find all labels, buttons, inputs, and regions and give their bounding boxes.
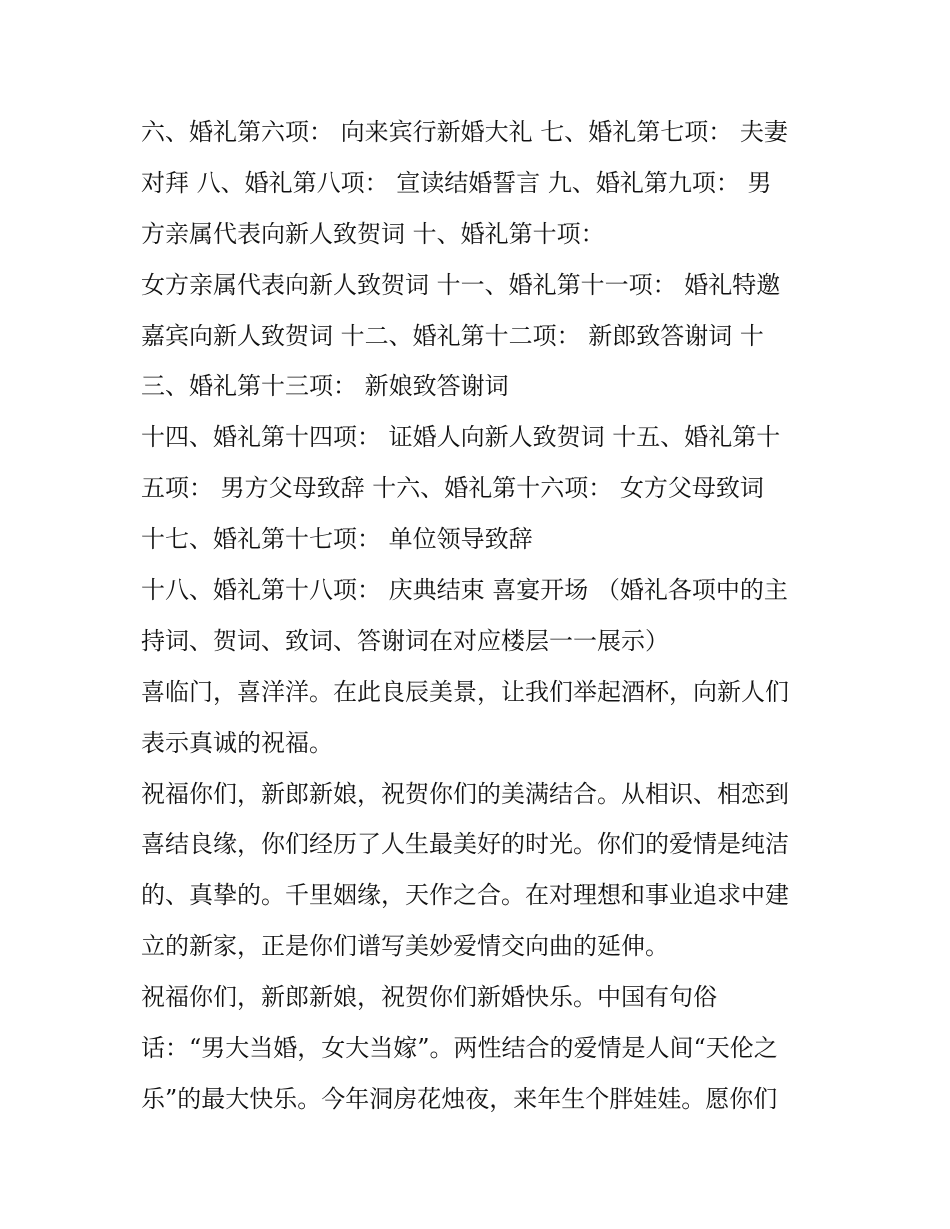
text-line-3: 方亲属代表向新人致贺词 十、婚礼第十项： [141, 219, 605, 248]
text-line-12: 喜临门，喜洋洋。在此良辰美景，让我们举起酒杯，向新人们 [141, 677, 789, 706]
text-line-6: 三、婚礼第十三项： 新娘致答谢词 [141, 372, 509, 401]
text-line-18: 祝福你们，新郎新娘，祝贺你们新婚快乐。中国有句俗 [141, 983, 717, 1012]
body-text [141, 107, 831, 1125]
text-line-13: 表示真诚的祝福。 [141, 728, 333, 757]
text-line-7: 十四、婚礼第十四项： 证婚人向新人致贺词 十五、婚礼第十 [141, 423, 781, 452]
text-line-10: 十八、婚礼第十八项： 庆典结束 喜宴开场 （婚礼各项中的主 [141, 576, 788, 605]
text-line-4: 女方亲属代表向新人致贺词 十一、婚礼第十一项： 婚礼特邀 [141, 270, 781, 299]
text-line-14: 祝福你们，新郎新娘，祝贺你们的美满结合。从相识、相恋到 [141, 779, 789, 808]
text-line-2: 对拜 八、婚礼第八项： 宣读结婚誓言 九、婚礼第九项： 男 [141, 168, 772, 197]
text-line-19: 话：“男大当婚，女大当嫁”。两性结合的爱情是人间“天伦之 [141, 1034, 778, 1063]
text-line-20: 乐”的最大快乐。今年洞房花烛夜，来年生个胖娃娃。愿你们 [141, 1084, 778, 1113]
text-line-5: 嘉宾向新人致贺词 十二、婚礼第十二项： 新郎致答谢词 十 [141, 321, 764, 350]
text-line-15: 喜结良缘，你们经历了人生最美好的时光。你们的爱情是纯洁 [141, 830, 789, 859]
text-line-17: 立的新家，正是你们谱写美妙爱情交向曲的延伸。 [141, 932, 669, 961]
text-line-16: 的、真挚的。千里姻缘，天作之合。在对理想和事业追求中建 [141, 881, 789, 910]
text-line-11: 持词、贺词、致词、答谢词在对应楼层一一展示） [141, 626, 669, 655]
text-line-9: 十七、婚礼第十七项： 单位领导致辞 [141, 525, 533, 554]
text-line-1: 六、婚礼第六项： 向来宾行新婚大礼 七、婚礼第七项： 夫妻 [141, 118, 788, 146]
text-line-8: 五项： 男方父母致辞 十六、婚礼第十六项： 女方父母致词 [141, 474, 764, 503]
